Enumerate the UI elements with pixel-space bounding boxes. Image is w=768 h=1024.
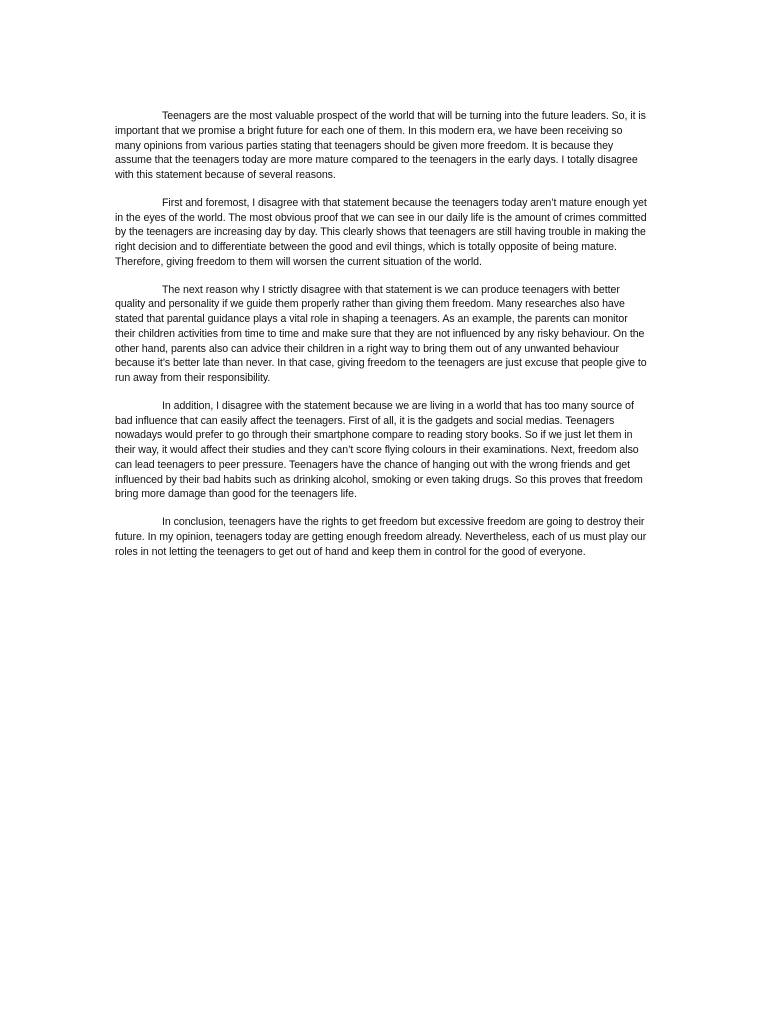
paragraph-second-reason: The next reason why I strictly disagree with that statement is we can produce teenagers with better quality and personality if we guide them properly rather than giving them freedom. Many researches also have stated that parental guidance plays a vital role in shaping a teenagers. As an example, the parents can monitor their children activities from time to time and make sure that they are not influenced by any risky behaviour. On the other hand, parents also can advice their children in a right way to bring them out of any unwanted behaviour because it’s better late than never. In that case, giving freedom to the teenagers are just excuse that people give to run away from their responsibility.: [115, 283, 647, 384]
essay-body: [115, 109, 650, 572]
paragraph-third-reason: In addition, I disagree with the statement because we are living in a world that has too many source of bad influence that can easily affect the teenagers. First of all, it is the gadgets and social medias. Teenagers nowadays would prefer to go through their smartphone compare to reading story books. So if we just let them in their way, it would affect their studies and they can’t score flying colours in their examinations. Next, freedom also can lead teenagers to peer pressure. Teenagers have the chance of hanging out with the wrong friends and get influenced by their bad habits such as drinking alcohol, smoking or even taking drugs. So this proves that freedom bring more damage than good for the teenagers life.: [115, 399, 643, 501]
paragraph-conclusion: In conclusion, teenagers have the rights to get freedom but excessive freedom are going to destroy their future. In my opinion, teenagers today are getting enough freedom already. Nevertheless, each of us must play our roles in not letting the teenagers to get out of hand and keep them in control for the good of everyone.: [115, 516, 647, 558]
paragraph-introduction: Teenagers are the most valuable prospect of the world that will be turning into the future leaders. So, it is important that we promise a bright future for each one of them. In this modern era, we have been receiving so many opinions from various parties stating that teenagers should be given more freedom. It is because they assume that the teenagers today are more mature compared to the teenagers in the early days. I totally disagree with this statement because of several reasons.: [115, 110, 646, 181]
paragraph-first-reason: First and foremost, I disagree with that statement because the teenagers today aren’t mature enough yet in the eyes of the world. The most obvious proof that we can see in our daily life is the amount of crimes committed by the teenagers are increasing day by day. This clearly shows that teenagers are still having trouble in making the right decision and to differentiate between the good and evil things, which is totally opposite of being mature. Therefore, giving freedom to them will worsen the current situation of the world.: [115, 196, 647, 268]
